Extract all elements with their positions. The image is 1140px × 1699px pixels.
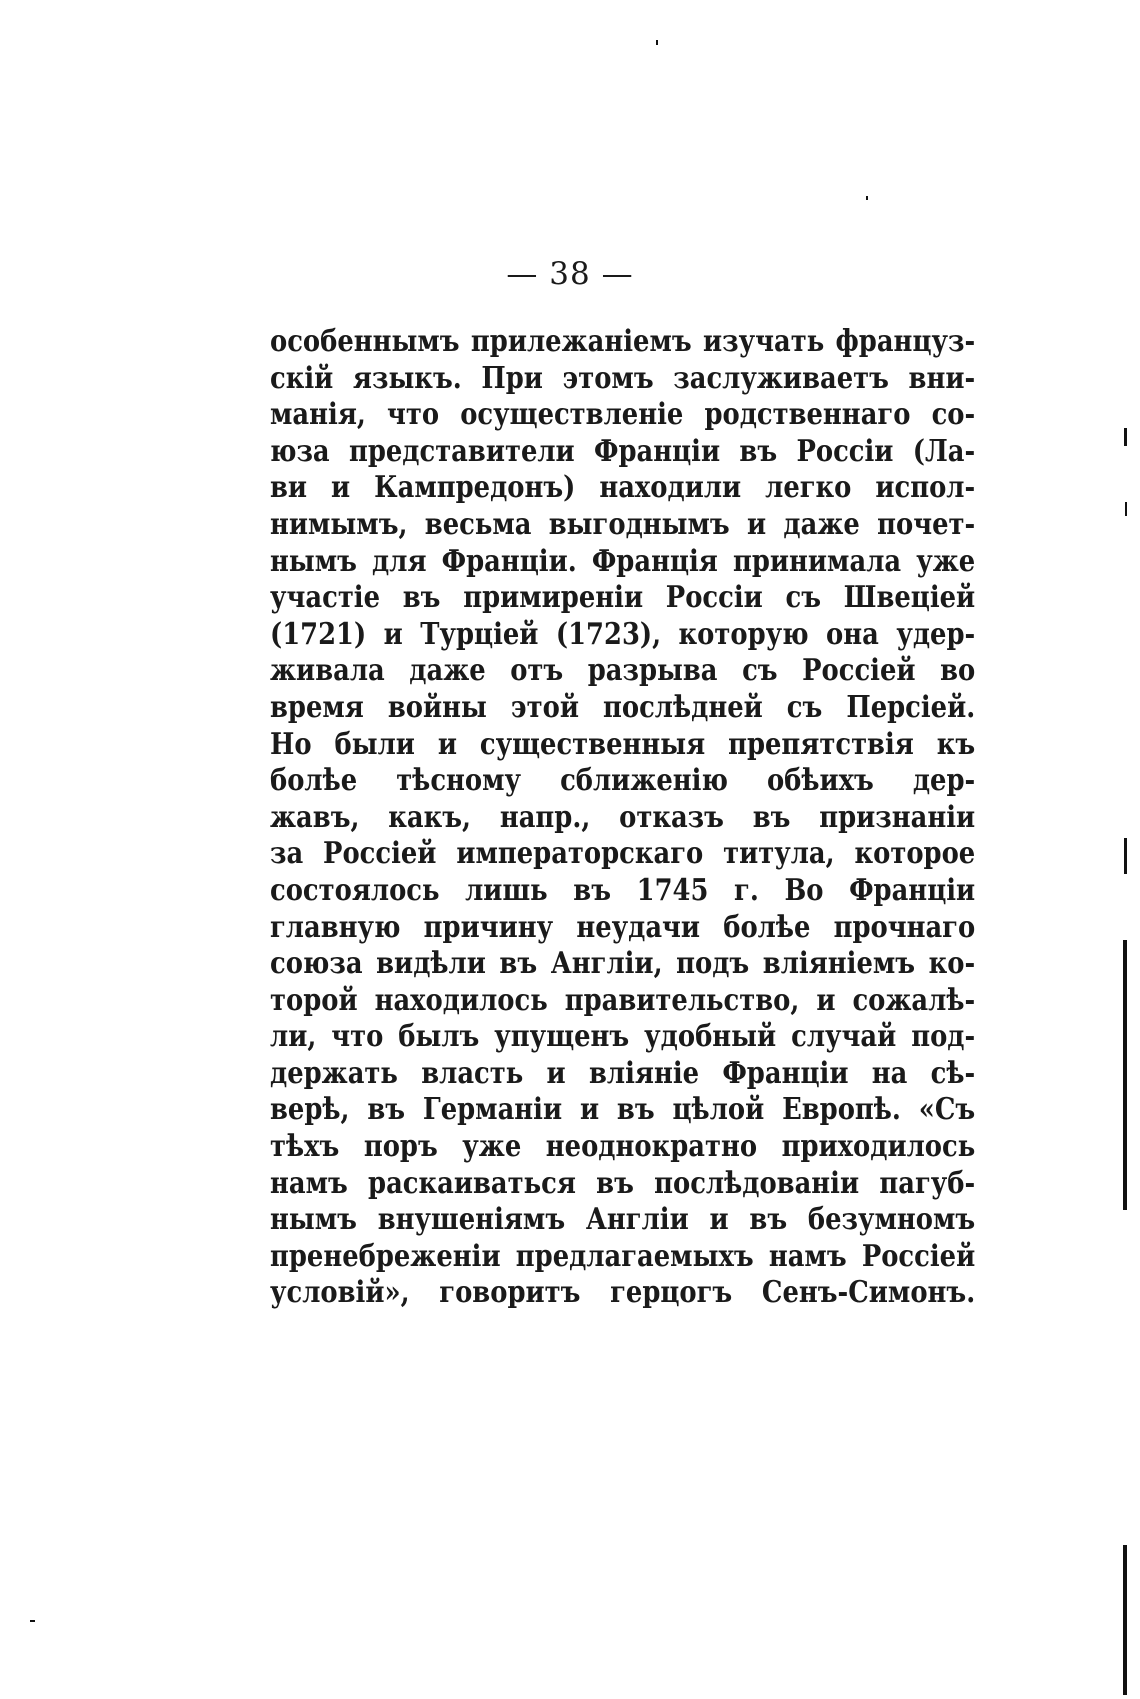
text-line: особеннымъ прилежаніемъ изучать француз- xyxy=(270,324,976,359)
text-line: условій», говоритъ герцогъ Сенъ-Симонъ. xyxy=(270,1275,976,1311)
body-text xyxy=(270,324,975,1312)
text-line: нимымъ, весьма выгоднымъ и даже почет- xyxy=(270,506,976,542)
scan-mark xyxy=(1125,502,1127,516)
text-line: манія, что осуществленіе родственнаго со- xyxy=(270,397,976,433)
text-line: состоялось лишь въ 1745 г. Во Франціи xyxy=(270,872,976,908)
text-line: время войны этой послѣдней съ Персіей. xyxy=(270,689,976,725)
text-line: тѣхъ поръ уже неоднократно приходилось xyxy=(270,1129,976,1165)
text-line: ви и Кампредонъ) находили легко испол- xyxy=(270,470,976,506)
text-line: за Россіей императорскаго титула, которое xyxy=(270,836,976,872)
text-line: участіе въ примиреніи Россіи съ Швеціей xyxy=(270,580,976,616)
scan-mark xyxy=(1123,1545,1127,1695)
text-line: болѣе тѣсному сближенію обѣихъ дер- xyxy=(270,763,976,799)
scan-mark xyxy=(1124,838,1127,874)
scan-mark xyxy=(866,196,868,200)
text-line: верѣ, въ Германіи и въ цѣлой Европѣ. «Съ xyxy=(270,1092,976,1128)
scan-mark xyxy=(1124,428,1127,446)
text-line: пренебреженіи предлагаемыхъ намъ Россіей xyxy=(270,1238,976,1274)
text-line: Но были и существенныя препятствія къ xyxy=(270,726,976,762)
scan-mark xyxy=(30,1620,35,1622)
text-line: (1721) и Турціей (1723), которую она удер- xyxy=(270,616,976,652)
text-line: держать власть и вліяніе Франціи на сѣ- xyxy=(270,1055,976,1091)
text-line: союза видѣли въ Англіи, подъ вліяніемъ ко- xyxy=(270,946,976,982)
text-line: скій языкъ. При этомъ заслуживаетъ вни- xyxy=(270,360,976,396)
text-line: нымъ для Франціи. Франція принимала уже xyxy=(270,543,976,579)
scan-mark xyxy=(656,40,658,45)
scan-mark xyxy=(1123,940,1127,1210)
text-line: ли, что былъ упущенъ удобный случай под- xyxy=(270,1019,976,1055)
page-number: — 38 — xyxy=(506,256,634,292)
text-line: живала даже отъ разрыва съ Россіей во xyxy=(270,653,976,689)
text-line: торой находилось правительство, и сожалѣ- xyxy=(270,982,976,1018)
text-line: юза представители Франціи въ Россіи (Ла- xyxy=(270,433,976,469)
text-line: намъ раскаиваться въ послѣдованіи пагуб- xyxy=(270,1165,976,1201)
text-line: нымъ внушеніямъ Англіи и въ безумномъ xyxy=(270,1202,976,1238)
text-line: жавъ, какъ, напр., отказъ въ признаніи xyxy=(270,799,976,835)
text-line: главную причину неудачи болѣе прочнаго xyxy=(270,909,976,945)
